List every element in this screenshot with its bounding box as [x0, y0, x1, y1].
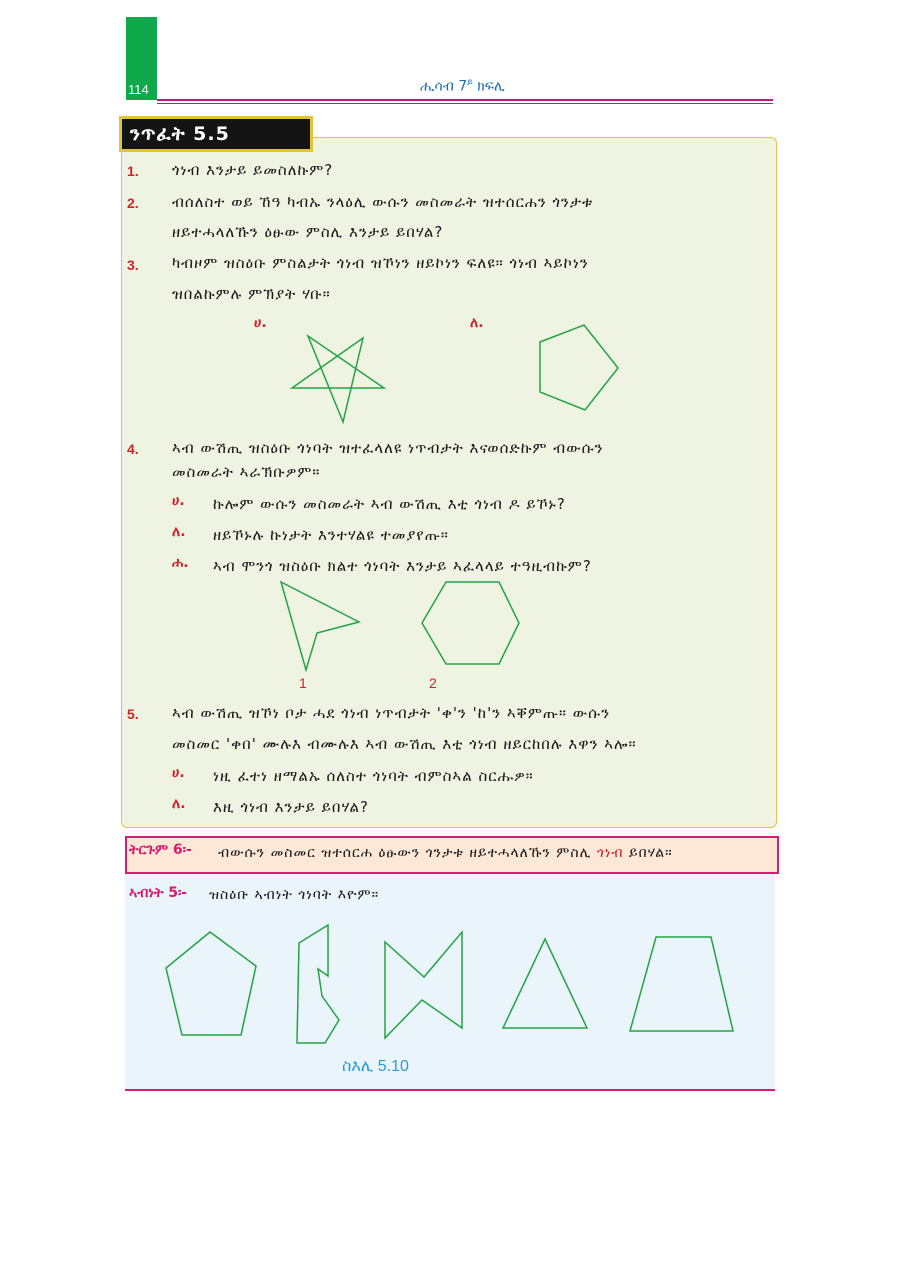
sub-question-label: ሀ.: [172, 493, 185, 509]
bowtie-polygon-shape: [385, 932, 462, 1038]
definition-text: ብውሱን መስመር ዝተሰርሐ ዕፁውን ጎንታቱ ዘይተሓላለኹን ምስሊ ጎነብ ይበሃል።: [218, 845, 673, 861]
trapezoid-shape: [630, 937, 733, 1031]
figure-number: 1: [299, 675, 307, 691]
irregular-polygon-shape: [297, 925, 339, 1043]
sub-question-label: ሀ.: [172, 765, 185, 781]
question-text: መስመራት ኣራኽቡዎም።: [172, 463, 321, 481]
question-number: 4.: [127, 441, 139, 457]
definition-term: ጎነብ: [596, 845, 624, 861]
sub-question-text: ነዚ ፈተነ ዘማልኡ ሰለስተ ጎነባት ብምስኣል ስርሑዎ።: [213, 767, 534, 785]
sub-question-text: ዘይኾኑሉ ኩነታት እንተሃልዩ ተመያየጡ።: [213, 526, 449, 544]
figure-caption: ስእሊ 5.10: [342, 1058, 409, 1075]
question-number: 1.: [127, 163, 139, 179]
question-number: 3.: [127, 257, 139, 273]
definition-label: ትርጉም 6፡-: [129, 842, 192, 858]
page-number: 114: [128, 82, 149, 97]
sub-question-label: ለ.: [172, 524, 186, 540]
page-header-title: ሒሳብ $7^ይ$ ክፍሊ: [420, 78, 505, 95]
question-text: ጎነብ እንታይ ይመስለኩም?: [172, 161, 334, 179]
question-number: 2.: [127, 195, 139, 211]
sub-question-text: ኩሎም ውሱን መስመራት ኣብ ውሽጢ እቲ ጎነብ ዶ ይኾኑ?: [213, 495, 566, 513]
hexagon-shape: [422, 582, 519, 664]
example-text: ዝስዕቡ ኣብነት ጎነባት እዮም።: [209, 887, 380, 903]
figure-label: ሀ.: [254, 315, 267, 331]
concave-quadrilateral-shape: [281, 582, 359, 670]
sub-question-label: ሐ.: [172, 555, 189, 571]
exercise-title: ንጥፈት 5.5: [119, 116, 313, 152]
figure-number: 2: [429, 675, 437, 691]
pentagram-shape: [292, 336, 384, 422]
figure-label: ለ.: [470, 315, 484, 331]
question-text: መስመር 'ቀበ' ሙሉእ ብሙሉእ ኣብ ውሽጢ እቲ ጎነብ ዘይርከበሉ እዋን ኣሎ።: [172, 735, 637, 753]
example-label: ኣብነት 5፡-: [129, 885, 188, 901]
question-text: ዝበልኩምሉ ምኽያት ሃቡ።: [172, 285, 331, 303]
pentagon-shape: [540, 325, 618, 410]
question-text: ካብዞም ዝስዕቡ ምስልታት ጎነብ ዝኾነን ዘይኮነን ፍለዩ። ጎነብ ኣይኮነን: [172, 254, 589, 272]
pentagon-shape: [166, 932, 256, 1035]
question-text: ብሰለስተ ወይ ኸዓ ካብኡ ንላዕሊ ውሱን መስመራት ዝተሰርሐን ጎንታቱ: [172, 193, 594, 211]
triangle-shape: [503, 939, 587, 1028]
question-text: ዘይተሓላለኹን ዕፁው ምስሊ እንታይ ይበሃል?: [172, 223, 444, 241]
sub-question-text: ኣብ ሞንጎ ዝስዕቡ ክልተ ጎነባት እንታይ ኣፈላላይ ተዓዚብኩም?: [213, 557, 592, 575]
question-text: ኣብ ውሽጢ ዝኾነ ቦታ ሓደ ጎነብ ነጥብታት 'ቀ'ን 'ከ'ን ኣቐምጡ። ውሱን: [172, 704, 611, 722]
sub-question-label: ለ.: [172, 796, 186, 812]
sub-question-text: እዚ ጎነብ እንታይ ይበሃል?: [213, 798, 369, 816]
question-text: ኣብ ውሽጢ ዝስዕቡ ጎነባት ዝተፈላለዩ ነጥብታት እናወሰድኩም ብውሱን: [172, 439, 604, 457]
question-number: 5.: [127, 706, 139, 722]
